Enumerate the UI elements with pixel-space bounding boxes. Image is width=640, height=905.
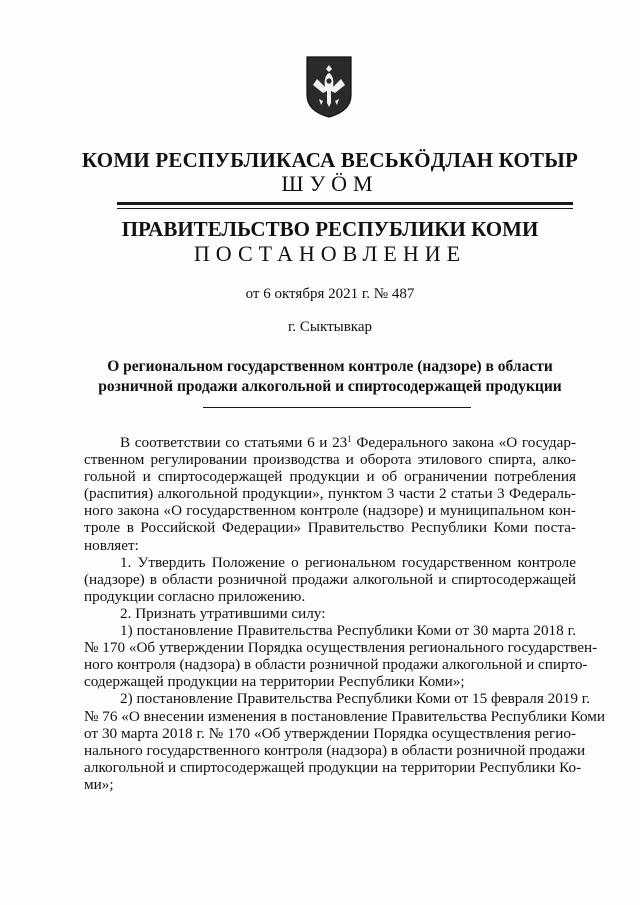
body-text: В соответствии со статьями 6 и 23 xyxy=(120,434,348,451)
body-line: гольной и спиртосодержащей продукции и об ограничении потребления xyxy=(84,468,576,486)
body-line: нального государственного контроля (надзора) в области розничной продажи xyxy=(84,741,586,759)
body-line: (распития) алкогольной продукции», пунктом 3 части 2 статьи 3 Федераль- xyxy=(84,485,576,503)
title-line: О региональном государственном контроле (надзоре) в области xyxy=(107,358,553,375)
body-line: ного закона «О государственном контроле (надзоре) и муниципальном кон- xyxy=(84,502,576,520)
body-line: продукции согласно приложению. xyxy=(84,587,306,605)
header-ru-line2: ПОСТАНОВЛЕНИЕ xyxy=(193,241,467,266)
body-text: Федерального закона «О государ- xyxy=(351,434,577,451)
header-divider-thin xyxy=(117,208,573,209)
body-line: 1) постановление Правительства Республики Коми от 30 марта 2018 г. xyxy=(120,622,576,640)
body-line: троле в Российской Федерации» Правительство Республики Коми поста- xyxy=(84,519,576,537)
body-line: ного контроля (надзора) в области розничной продажи алкогольной и спирто- xyxy=(84,656,588,674)
header-ru-line1: ПРАВИТЕЛЬСТВО РЕСПУБЛИКИ КОМИ xyxy=(121,217,539,241)
body-line: содержащей продукции на территории Республики Коми»; xyxy=(84,673,465,691)
body-line: № 170 «Об утверждении Порядка осуществления регионального государствен- xyxy=(84,639,598,657)
body-line: № 76 «О внесении изменения в постановление Правительства Республики Коми xyxy=(84,707,606,725)
header-komi-line2: ШУÖМ xyxy=(281,171,379,196)
title-underline xyxy=(203,407,471,408)
body-line: алкогольной и спиртосодержащей продукции на территории Республики Ко- xyxy=(84,758,582,776)
document-city: г. Сыктывкар xyxy=(287,319,373,335)
body-line: ми»; xyxy=(84,775,114,793)
body-line: 1. Утвердить Положение о региональном государственном контроле xyxy=(120,553,576,571)
document-date-number: от 6 октября 2021 г. № 487 xyxy=(245,286,415,302)
header-divider-thick xyxy=(117,202,573,205)
document-body xyxy=(84,434,606,793)
body-line: 2. Признать утратившими силу: xyxy=(120,604,326,622)
komi-coat-of-arms-icon xyxy=(305,55,353,119)
body-line: от 30 марта 2018 г. № 170 «Об утверждении Порядка осуществления регио- xyxy=(84,724,576,742)
body-line xyxy=(84,434,576,451)
body-line: 2) постановление Правительства Республики Коми от 15 февраля 2019 г. xyxy=(120,690,591,708)
body-line: (надзоре) в области розничной продажи алкогольной и спиртосодержащей xyxy=(84,570,576,588)
header-komi-line1: КОМИ РЕСПУБЛИКАСА ВЕСЬКÖДЛАН КОТЫР xyxy=(81,148,579,172)
title-line: розничной продажи алкогольной и спиртосодержащей продукции xyxy=(98,378,562,395)
body-line: ственном регулировании производства и оборота этилового спирта, алко- xyxy=(84,451,576,469)
document-title xyxy=(70,357,590,397)
body-line: новляет: xyxy=(84,536,139,554)
superscript: 1 xyxy=(347,434,352,444)
